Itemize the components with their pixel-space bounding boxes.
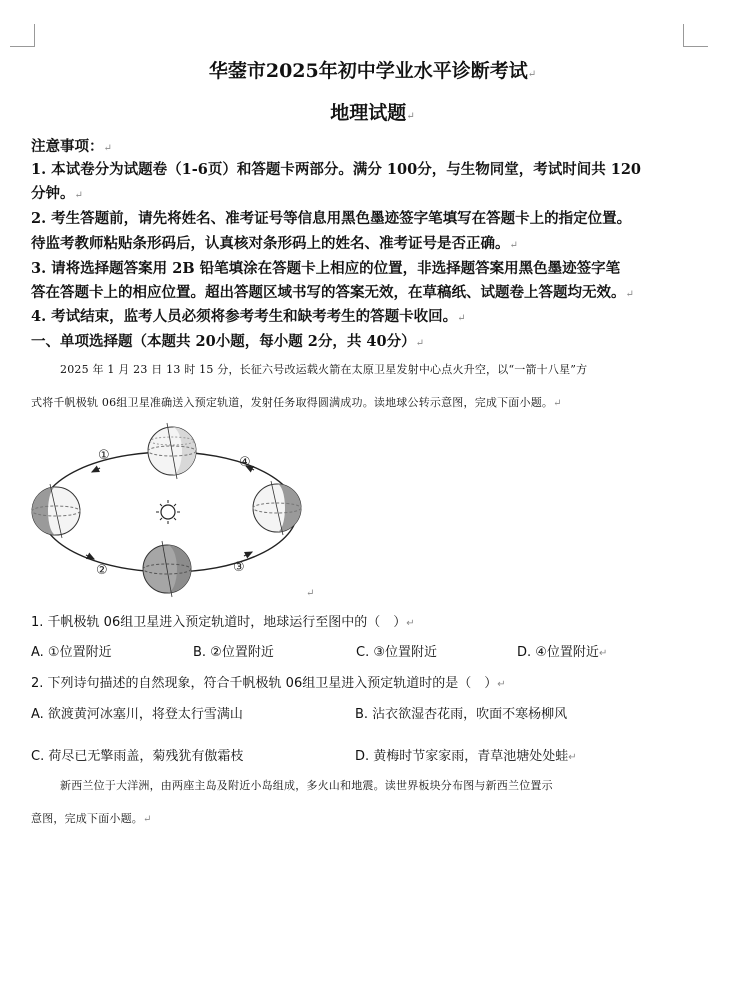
q1-option-a: A. ①位置附近 — [31, 645, 112, 660]
notice-line-1: 1. 本试卷分为试题卷（1-6页）和答题卡两部分。满分 100分，与生物同堂，考试时间共 120 — [31, 161, 642, 178]
notice-line-4: 待监考教师粘贴条形码后，认真核对条形码上的姓名、准考证号是否正确。↵ — [31, 235, 518, 252]
exam-subtitle: 地理试题↵ — [330, 102, 415, 124]
paragraph-mark: ↵ — [306, 588, 315, 599]
position-label-4: ④ — [239, 455, 251, 470]
q1-option-c: C. ③位置附近 — [356, 645, 437, 660]
q2-option-b: B. 沾衣欲湿杏花雨，吹面不寒杨柳风 — [355, 707, 568, 722]
q2-option-c: C. 荷尽已无擎雨盖，菊残犹有傲霜枝 — [31, 749, 244, 764]
intro1-line-1: 2025 年 1 月 23 日 13 时 15 分，长征六号改运载火箭在太原卫星发射中心点火升空，以“一箭十八星”方 — [60, 363, 588, 376]
notice-heading: 注意事项：↵ — [31, 138, 112, 155]
notice-line-5: 3. 请将选择题答案用 2B 铅笔填涂在答题卡上相应的位置，非选择题答案用黑色墨迹签字笔 — [31, 260, 621, 277]
earth-icon-bottom — [143, 541, 191, 597]
earth-icon-left — [32, 484, 80, 538]
position-label-1: ① — [98, 448, 110, 463]
intro2-line-1: 新西兰位于大洋洲，由两座主岛及附近小岛组成，多火山和地震。读世界板块分布图与新西兰位置示 — [60, 779, 553, 792]
q1-option-d: D. ④位置附近↵ — [517, 645, 608, 660]
notice-line-3: 2. 考生答题前，请先将姓名、准考证号等信息用黑色墨迹签字笔填写在答题卡上的指定位置。 — [31, 210, 632, 227]
sun-icon — [156, 500, 180, 524]
corner-mark-left — [10, 24, 35, 47]
earth-icon-top — [148, 423, 196, 479]
corner-mark-right — [683, 24, 708, 47]
q1-option-b: B. ②位置附近 — [193, 645, 274, 660]
position-label-2: ② — [96, 563, 108, 578]
q2-stem: 2. 下列诗句描述的自然现象，符合千帆极轨 06组卫星进入预定轨道时的是（ ）↵ — [31, 676, 506, 691]
q2-option-d: D. 黄梅时节家家雨，青草池塘处处蛙↵ — [355, 749, 577, 764]
intro1-line-2: 式将千帆极轨 06组卫星准确送入预定轨道，发射任务取得圆满成功。读地球公转示意图，完成下面小题。↵ — [31, 396, 562, 409]
orbit-arrow — [244, 552, 252, 556]
notice-line-7: 4. 考试结束，监考人员必须将参考考生和缺考考生的答题卡收回。↵ — [31, 308, 466, 325]
q2-option-a: A. 欲渡黄河冰塞川，将登太行雪满山 — [31, 707, 243, 722]
orbit-arrow — [92, 468, 100, 472]
position-label-3: ③ — [233, 560, 245, 575]
notice-line-6: 答在答题卡上的相应位置。超出答题区域书写的答案无效，在草稿纸、试题卷上答题均无效。↵ — [31, 284, 634, 301]
notice-line-2: 分钟。↵ — [31, 185, 83, 202]
exam-title: 华蓥市2025年初中学业水平诊断考试↵ — [208, 60, 537, 82]
section-heading: 一、单项选择题（本题共 20小题，每小题 2分，共 40分）↵ — [31, 333, 424, 350]
earth-revolution-diagram — [26, 418, 316, 600]
q1-stem: 1. 千帆极轨 06组卫星进入预定轨道时，地球运行至图中的（ ）↵ — [31, 615, 415, 630]
intro2-line-2: 意图，完成下面小题。↵ — [31, 812, 152, 825]
